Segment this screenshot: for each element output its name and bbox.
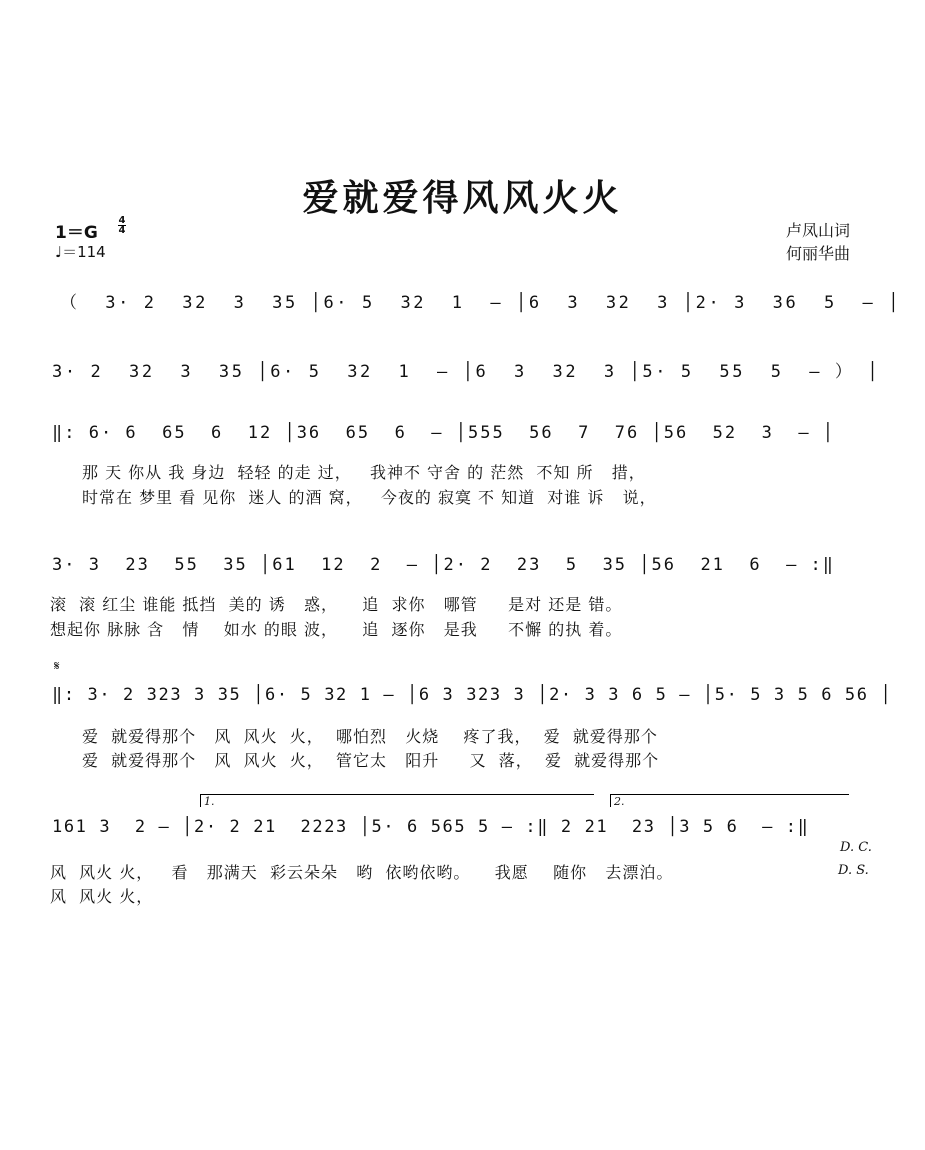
lyric-line: 那 天 你从 我 身边 轻轻 的走 过， 我神不 守舍 的 茫然 不知 所 措，: [82, 463, 646, 482]
lyric-line: 风 风火 火， 看 那满天 彩云朵朵 哟 依哟依哟。 我愿 随你 去漂泊。: [50, 863, 674, 882]
lyric-line: 想起你 脉脉 含 情 如水 的眼 波， 追 逐你 是我 不懈 的执 着。: [50, 620, 623, 639]
lyric-verse-1: [50, 860, 835, 882]
lyric-line: 爱 就爱得那个 风 风火 火， 哪怕烈 火烧 疼了我， 爱 就爱得那个: [82, 727, 658, 746]
tempo-marking: ♩＝114: [55, 243, 106, 261]
key-signature: 1＝G: [55, 223, 98, 243]
lyric-line: 爱 就爱得那个 风 风火 火， 管它太 阳升 又 落， 爱 就爱得那个: [82, 751, 660, 770]
notation-line: 3· 2 32 3 35 │6· 5 32 1 — │6 3 32 3 │5· 5 55 5 — ） │: [52, 362, 881, 382]
lyric-verse-2: [82, 748, 882, 770]
lyricist-credit: 卢凤山词: [786, 221, 851, 240]
lyric-line: 风 风火 火，: [50, 887, 154, 906]
volta-second-ending: 2.: [610, 794, 849, 807]
lyric-verse-2: [82, 485, 882, 507]
lyric-line: 时常在 梦里 看 见你 迷人 的酒 窝， 今夜的 寂寞 不 知道 对谁 诉 说，: [82, 488, 657, 507]
notation-line: ‖: 3· 2 323 3 35 │6· 5 32 1 — │6 3 323 3 │2· 3 3 6 5 — │5· 5 3 5 6 56 │: [52, 685, 893, 705]
lyric-verse-1: [82, 460, 882, 482]
notation-line: 3· 3 23 55 35 │61 12 2 — │2· 2 23 5 35 │56 21 6 — :‖: [52, 555, 836, 575]
song-title: 爱就爱得风风火火: [302, 177, 623, 219]
score-system-3: [0, 423, 925, 543]
lyric-verse-2: [50, 884, 835, 906]
time-signature-top: 4: [118, 215, 126, 226]
score-system-4: [0, 555, 925, 675]
notation-line: ‖: 6· 6 65 6 12 │36 65 6 — │555 56 7 76 │56 52 3 — │: [52, 423, 836, 443]
time-signature-bottom: 4: [118, 225, 126, 236]
segno-icon: 𝄋: [54, 659, 60, 674]
dal-segno-mark: D. S.: [838, 863, 869, 878]
volta-first-ending: 1.: [200, 794, 594, 807]
da-capo-mark: D. C.: [840, 840, 872, 855]
notation-line: 161 3 2 — │2· 2 21 2223 │5· 6 565 5 — :‖ 2 21 23 │3 5 6 — :‖: [52, 817, 810, 837]
lyric-verse-2: [50, 617, 880, 639]
lyric-line: 滚 滚 红尘 谁能 抵挡 美的 诱 惑， 追 求你 哪管 是对 还是 错。: [50, 595, 623, 614]
lyric-verse-1: [50, 592, 880, 614]
time-signature: [118, 216, 126, 235]
composer-credit: 何丽华曲: [786, 244, 851, 263]
lyric-verse-1: [82, 724, 882, 746]
notation-line: （ 3· 2 32 3 35 │6· 5 32 1 — │6 3 32 3 │2· 3 36 5 — │: [60, 293, 902, 313]
score-system-5: [0, 659, 925, 787]
score-system-6: [0, 790, 925, 910]
